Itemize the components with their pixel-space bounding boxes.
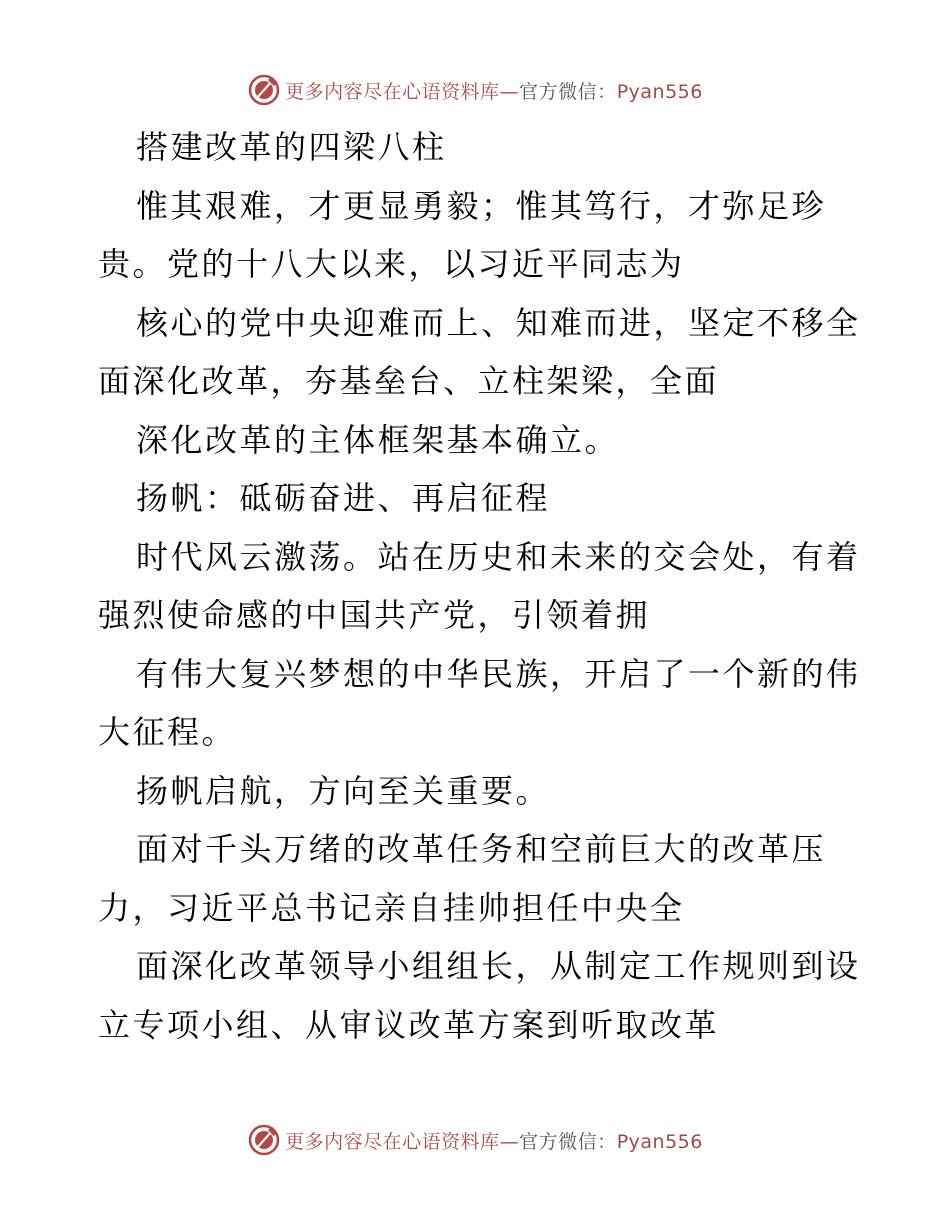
footer-watermark [0, 1120, 950, 1160]
watermark-dash: — [499, 1130, 520, 1153]
text-line: 面对千头万绪的改革任务和空前巨大的改革压 [136, 830, 827, 868]
text-line: 有伟大复兴梦想的中华民族，开启了一个新的伟 [136, 654, 861, 693]
text-line: 大征程。 [98, 713, 237, 751]
text-line: 扬帆启航，方向至关重要。 [136, 771, 551, 810]
text-line: 核心的党中央迎难而上、知难而进，坚定不移全 [136, 303, 861, 342]
text-line: 惟其艰难，才更显勇毅；惟其笃行，才弥足珍 [136, 186, 827, 225]
watermark-text [285, 77, 703, 104]
text-line: 贵。党的十八大以来，以习近平同志为 [98, 245, 685, 283]
text-line: 深化改革的主体框架基本确立。 [136, 420, 620, 459]
text-line: 力，习近平总书记亲自挂帅担任中央全 [98, 888, 685, 927]
red-seal-logo-icon [247, 73, 281, 107]
watermark-site: 更多内容尽在心语资料库 [285, 1130, 500, 1153]
watermark-text [285, 1127, 703, 1154]
text-line: 面深化改革领导小组组长，从制定工作规则到设 [136, 947, 861, 985]
header-watermark [0, 70, 950, 110]
watermark-wechat-id: Pyan556 [616, 1130, 703, 1153]
watermark-wechat-label: 官方微信： [519, 80, 617, 103]
text-line: 强烈使命感的中国共产党，引领着拥 [98, 596, 651, 634]
text-line: 搭建改革的四梁八柱 [136, 128, 447, 166]
red-seal-logo-icon [247, 1123, 281, 1157]
document-body [98, 118, 861, 1054]
text-line: 时代风云激荡。站在历史和未来的交会处，有着 [136, 537, 861, 576]
watermark-wechat-id: Pyan556 [616, 80, 703, 103]
watermark-dash: — [499, 80, 520, 103]
watermark-wechat-label: 官方微信： [519, 1130, 617, 1153]
text-line: 立专项小组、从审议改革方案到听取改革 [98, 1005, 720, 1044]
text-line: 扬帆：砥砺奋进、再启征程 [136, 479, 551, 517]
text-line: 面深化改革，夯基垒台、立柱架梁，全面 [98, 362, 720, 400]
watermark-site: 更多内容尽在心语资料库 [285, 80, 500, 103]
